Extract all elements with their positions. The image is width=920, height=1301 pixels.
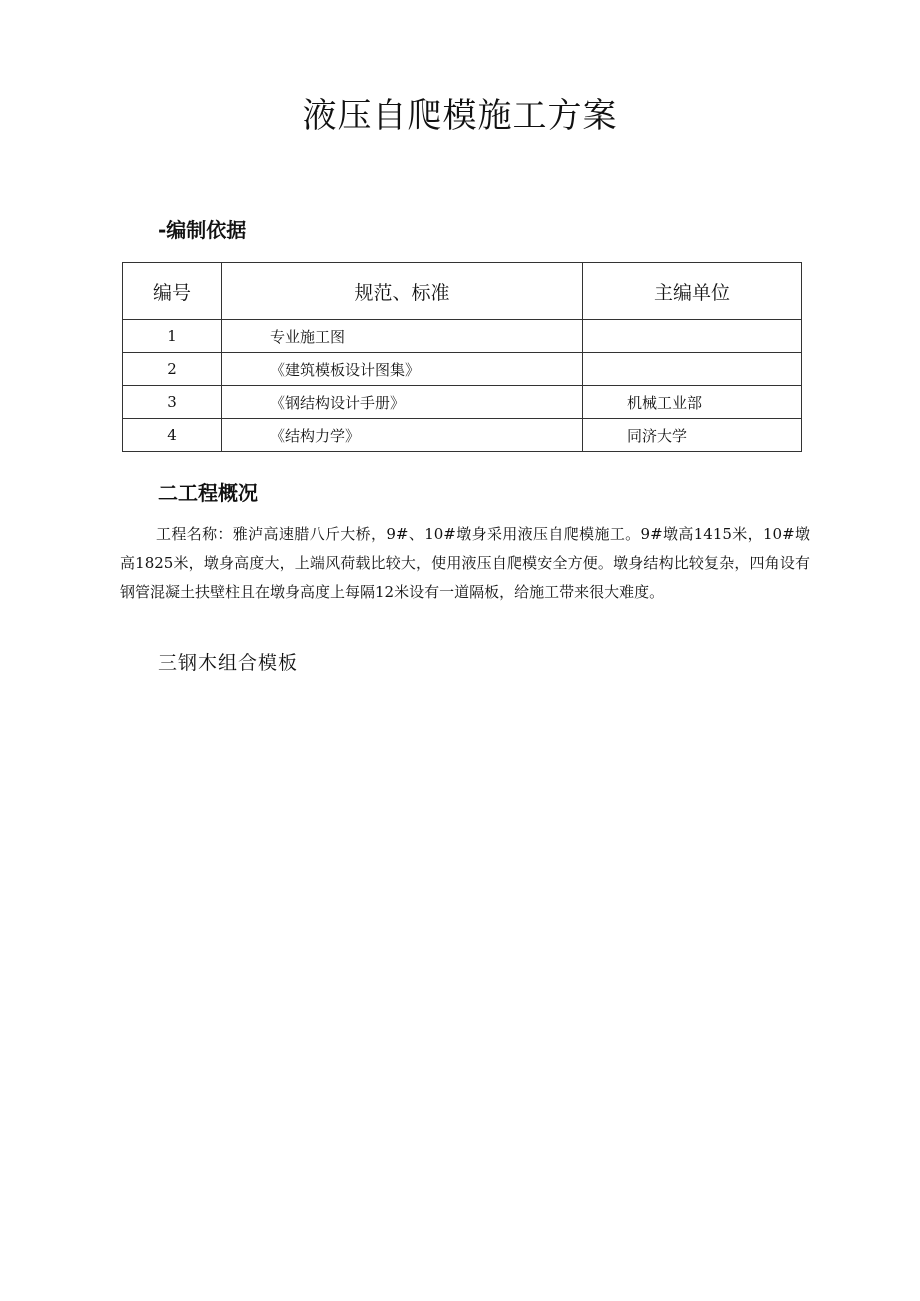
page-title: 液压自爬模施工方案 — [302, 96, 618, 136]
header-org: 主编单位 — [583, 263, 802, 320]
section-heading-formwork: 三钢木组合模板 — [158, 652, 299, 674]
table-row — [123, 386, 802, 419]
cell-no: 3 — [123, 386, 222, 419]
cell-standard: 《建筑模板设计图集》 — [222, 353, 583, 386]
basis-table — [122, 262, 802, 452]
section-heading-overview: 二工程概况 — [158, 481, 258, 505]
cell-no: 4 — [123, 419, 222, 452]
cell-standard: 《结构力学》 — [222, 419, 583, 452]
cell-org: 机械工业部 — [583, 386, 802, 419]
table-header-row — [123, 263, 802, 320]
cell-standard: 专业施工图 — [222, 320, 583, 353]
cell-no: 1 — [123, 320, 222, 353]
section-heading-basis: -编制依据 — [158, 218, 247, 242]
table-row — [123, 320, 802, 353]
cell-standard: 《钢结构设计手册》 — [222, 386, 583, 419]
header-no: 编号 — [123, 263, 222, 320]
cell-no: 2 — [123, 353, 222, 386]
table-row — [123, 353, 802, 386]
cell-org — [583, 320, 802, 353]
cell-org: 同济大学 — [583, 419, 802, 452]
overview-paragraph: 工程名称：雅泸高速腊八斤大桥，9#、10#墩身采用液压自爬模施工。9#墩高1415米，10#墩高1825米，墩身高度大，上端风荷载比较大，使用液压自爬模安全方便。墩身结构比较复杂，四角设有钢管混凝土扶壁柱且在墩身高度上每隔12米设有一道隔板，给施工带来很大难度。 — [120, 525, 810, 601]
table-row — [123, 419, 802, 452]
header-standard: 规范、标准 — [222, 263, 583, 320]
cell-org — [583, 353, 802, 386]
